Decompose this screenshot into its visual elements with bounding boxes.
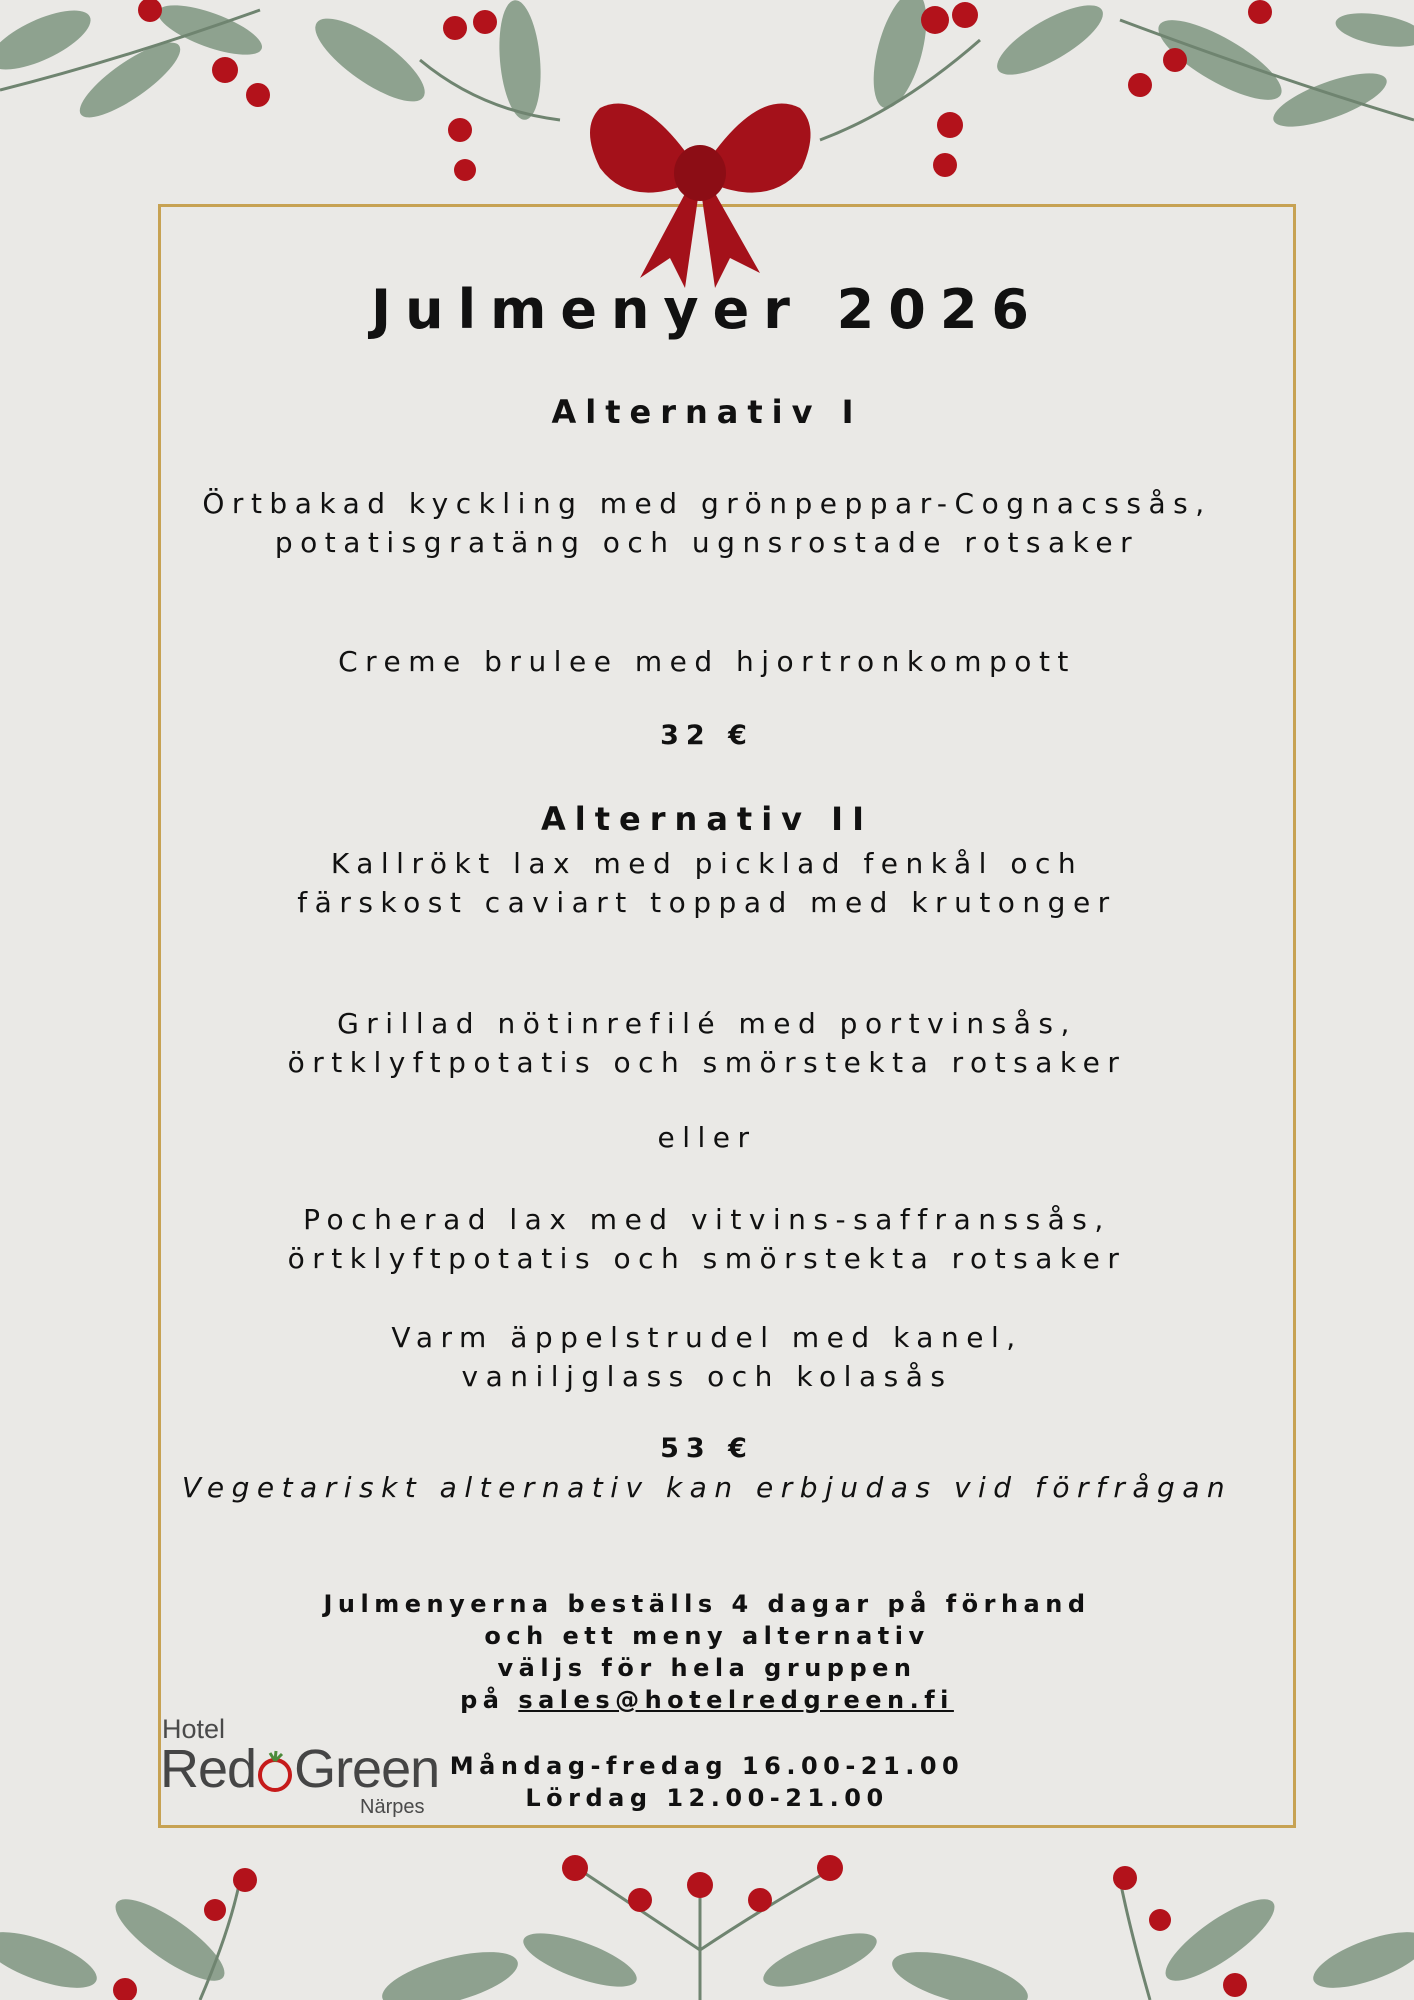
- alt2-main-course-1: [0, 1004, 1414, 1082]
- logo-hotel-text: Hotel: [162, 1714, 226, 1744]
- alt2-dessert-line: vaniljglass och kolasås: [461, 1360, 953, 1393]
- alt1-main-line: potatisgratäng och ugnsrostade rotsaker: [274, 526, 1140, 559]
- hours-weekdays: Måndag-fredag 16.00-21.00: [449, 1752, 965, 1780]
- logo-red-text: Red: [160, 1739, 257, 1799]
- order-info-line: och ett meny alternativ: [484, 1622, 930, 1650]
- alt2-starter-line: Kallrökt lax med picklad fenkål och: [330, 847, 1084, 880]
- alt1-main-course: [0, 484, 1414, 562]
- logo-brand-text: [160, 1738, 439, 1800]
- alt2-starter: [0, 844, 1414, 922]
- alt2-dessert-line: Varm äppelstrudel med kanel,: [391, 1321, 1023, 1354]
- tomato-icon: [256, 1749, 294, 1793]
- alt2-main1-line: Grillad nötinrefilé med portvinsås,: [337, 1007, 1077, 1040]
- email-line: [0, 1684, 1414, 1716]
- order-info-line: väljs för hela gruppen: [497, 1654, 917, 1682]
- alt2-main1-line: örtklyftpotatis och smörstekta rotsaker: [287, 1046, 1127, 1079]
- vegetarian-note: Vegetariskt alternativ kan erbjudas vid förfrågan: [181, 1471, 1233, 1504]
- alt1-main-line: Örtbakad kyckling med grönpeppar-Cognacssås,: [202, 487, 1212, 520]
- alternative-2-heading: Alternativ II: [541, 800, 873, 838]
- alternative-1-heading: Alternativ I: [551, 393, 863, 431]
- email-link[interactable]: sales@hotelredgreen.fi: [518, 1686, 954, 1714]
- alt2-dessert: [0, 1318, 1414, 1396]
- alt2-or-separator: eller: [657, 1121, 757, 1154]
- logo-city-text: Närpes: [360, 1796, 425, 1818]
- logo-green-text: Green: [294, 1739, 440, 1799]
- alt2-main2-line: Pocherad lax med vitvins-saffranssås,: [303, 1203, 1111, 1236]
- alt1-price: 32 €: [660, 720, 754, 751]
- hours-saturday: Lördag 12.00-21.00: [525, 1784, 889, 1812]
- red-bow-icon: [580, 88, 820, 288]
- alt2-starter-line: färskost caviart toppad med krutonger: [297, 886, 1117, 919]
- email-prefix: på: [460, 1686, 505, 1714]
- alt2-main-course-2: [0, 1200, 1414, 1278]
- hotel-logo: [160, 1714, 460, 1824]
- alt2-price: 53 €: [660, 1433, 754, 1464]
- alt1-dessert: Creme brulee med hjortronkompott: [338, 645, 1076, 678]
- page-title: Julmenyer 2026: [371, 278, 1043, 341]
- order-info-line: Julmenyerna beställs 4 dagar på förhand: [323, 1590, 1091, 1618]
- order-info: [0, 1588, 1414, 1716]
- alt2-main2-line: örtklyftpotatis och smörstekta rotsaker: [287, 1242, 1127, 1275]
- holly-garland-bottom: [0, 1850, 1414, 2000]
